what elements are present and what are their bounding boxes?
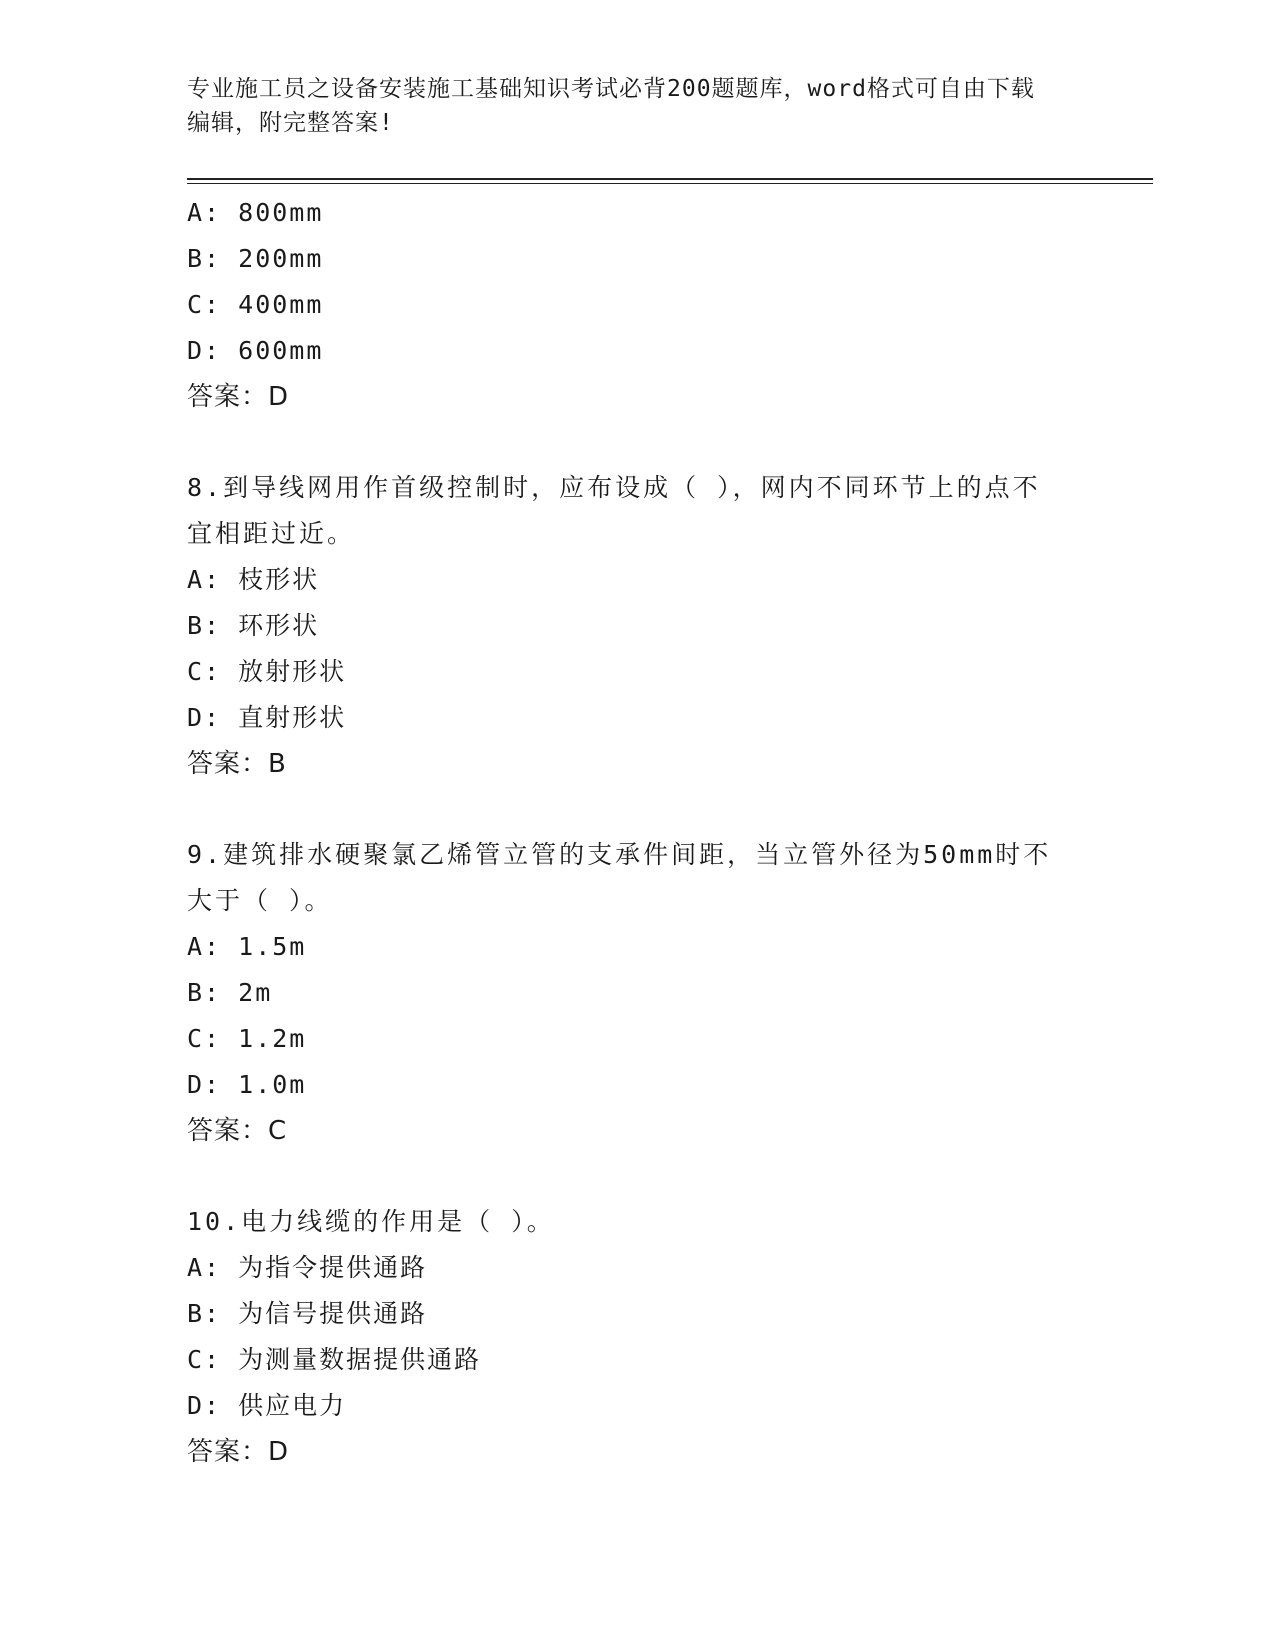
- question-text-line-2: 宜相距过近。: [187, 519, 356, 548]
- option-a: A: 1.5m: [187, 932, 307, 961]
- option-b: B: 2m: [187, 978, 273, 1007]
- document-header: [187, 72, 1087, 140]
- option-c: C: 放射形状: [187, 657, 347, 686]
- header-line-2: 编辑，附完整答案!: [187, 110, 394, 136]
- answer: 答案：B: [187, 749, 287, 779]
- option-c: C: 为测量数据提供通路: [187, 1345, 482, 1374]
- spacer: [187, 420, 1087, 465]
- option-b: B: 为信号提供通路: [187, 1299, 428, 1328]
- question-block-9: [187, 832, 1087, 1154]
- option-d: D: 600mm: [187, 336, 324, 365]
- answer: 答案：D: [187, 382, 290, 412]
- option-b: B: 200mm: [187, 244, 324, 273]
- answer: 答案：D: [187, 1437, 290, 1467]
- option-c: C: 400mm: [187, 290, 324, 319]
- question-text-line-1: 9.建筑排水硬聚氯乙烯管立管的支承件间距，当立管外径为50mm时不: [187, 840, 1052, 869]
- question-block-8: [187, 465, 1087, 787]
- question-text-line-1: 10.电力线缆的作用是（ ）。: [187, 1207, 555, 1236]
- option-a: A: 为指令提供通路: [187, 1253, 428, 1282]
- question-block-7: [187, 190, 1087, 420]
- option-d: D: 1.0m: [187, 1070, 307, 1099]
- header-line-1: 专业施工员之设备安装施工基础知识考试必背200题题库，word格式可自由下载: [187, 76, 1035, 102]
- question-text-line-1: 8.到导线网用作首级控制时，应布设成（ ），网内不同环节上的点不: [187, 473, 1041, 502]
- question-text-line-2: 大于（ ）。: [187, 886, 333, 915]
- option-b: B: 环形状: [187, 611, 320, 640]
- spacer: [187, 1154, 1087, 1199]
- spacer: [187, 787, 1087, 832]
- question-block-10: [187, 1199, 1087, 1475]
- option-d: D: 供应电力: [187, 1391, 347, 1420]
- option-c: C: 1.2m: [187, 1024, 307, 1053]
- header-rule-thin: [187, 183, 1153, 184]
- option-a: A: 800mm: [187, 198, 324, 227]
- header-rule-thick: [187, 178, 1153, 180]
- option-a: A: 枝形状: [187, 565, 320, 594]
- option-d: D: 直射形状: [187, 703, 347, 732]
- question-list: [187, 190, 1087, 1475]
- answer: 答案：C: [187, 1116, 288, 1146]
